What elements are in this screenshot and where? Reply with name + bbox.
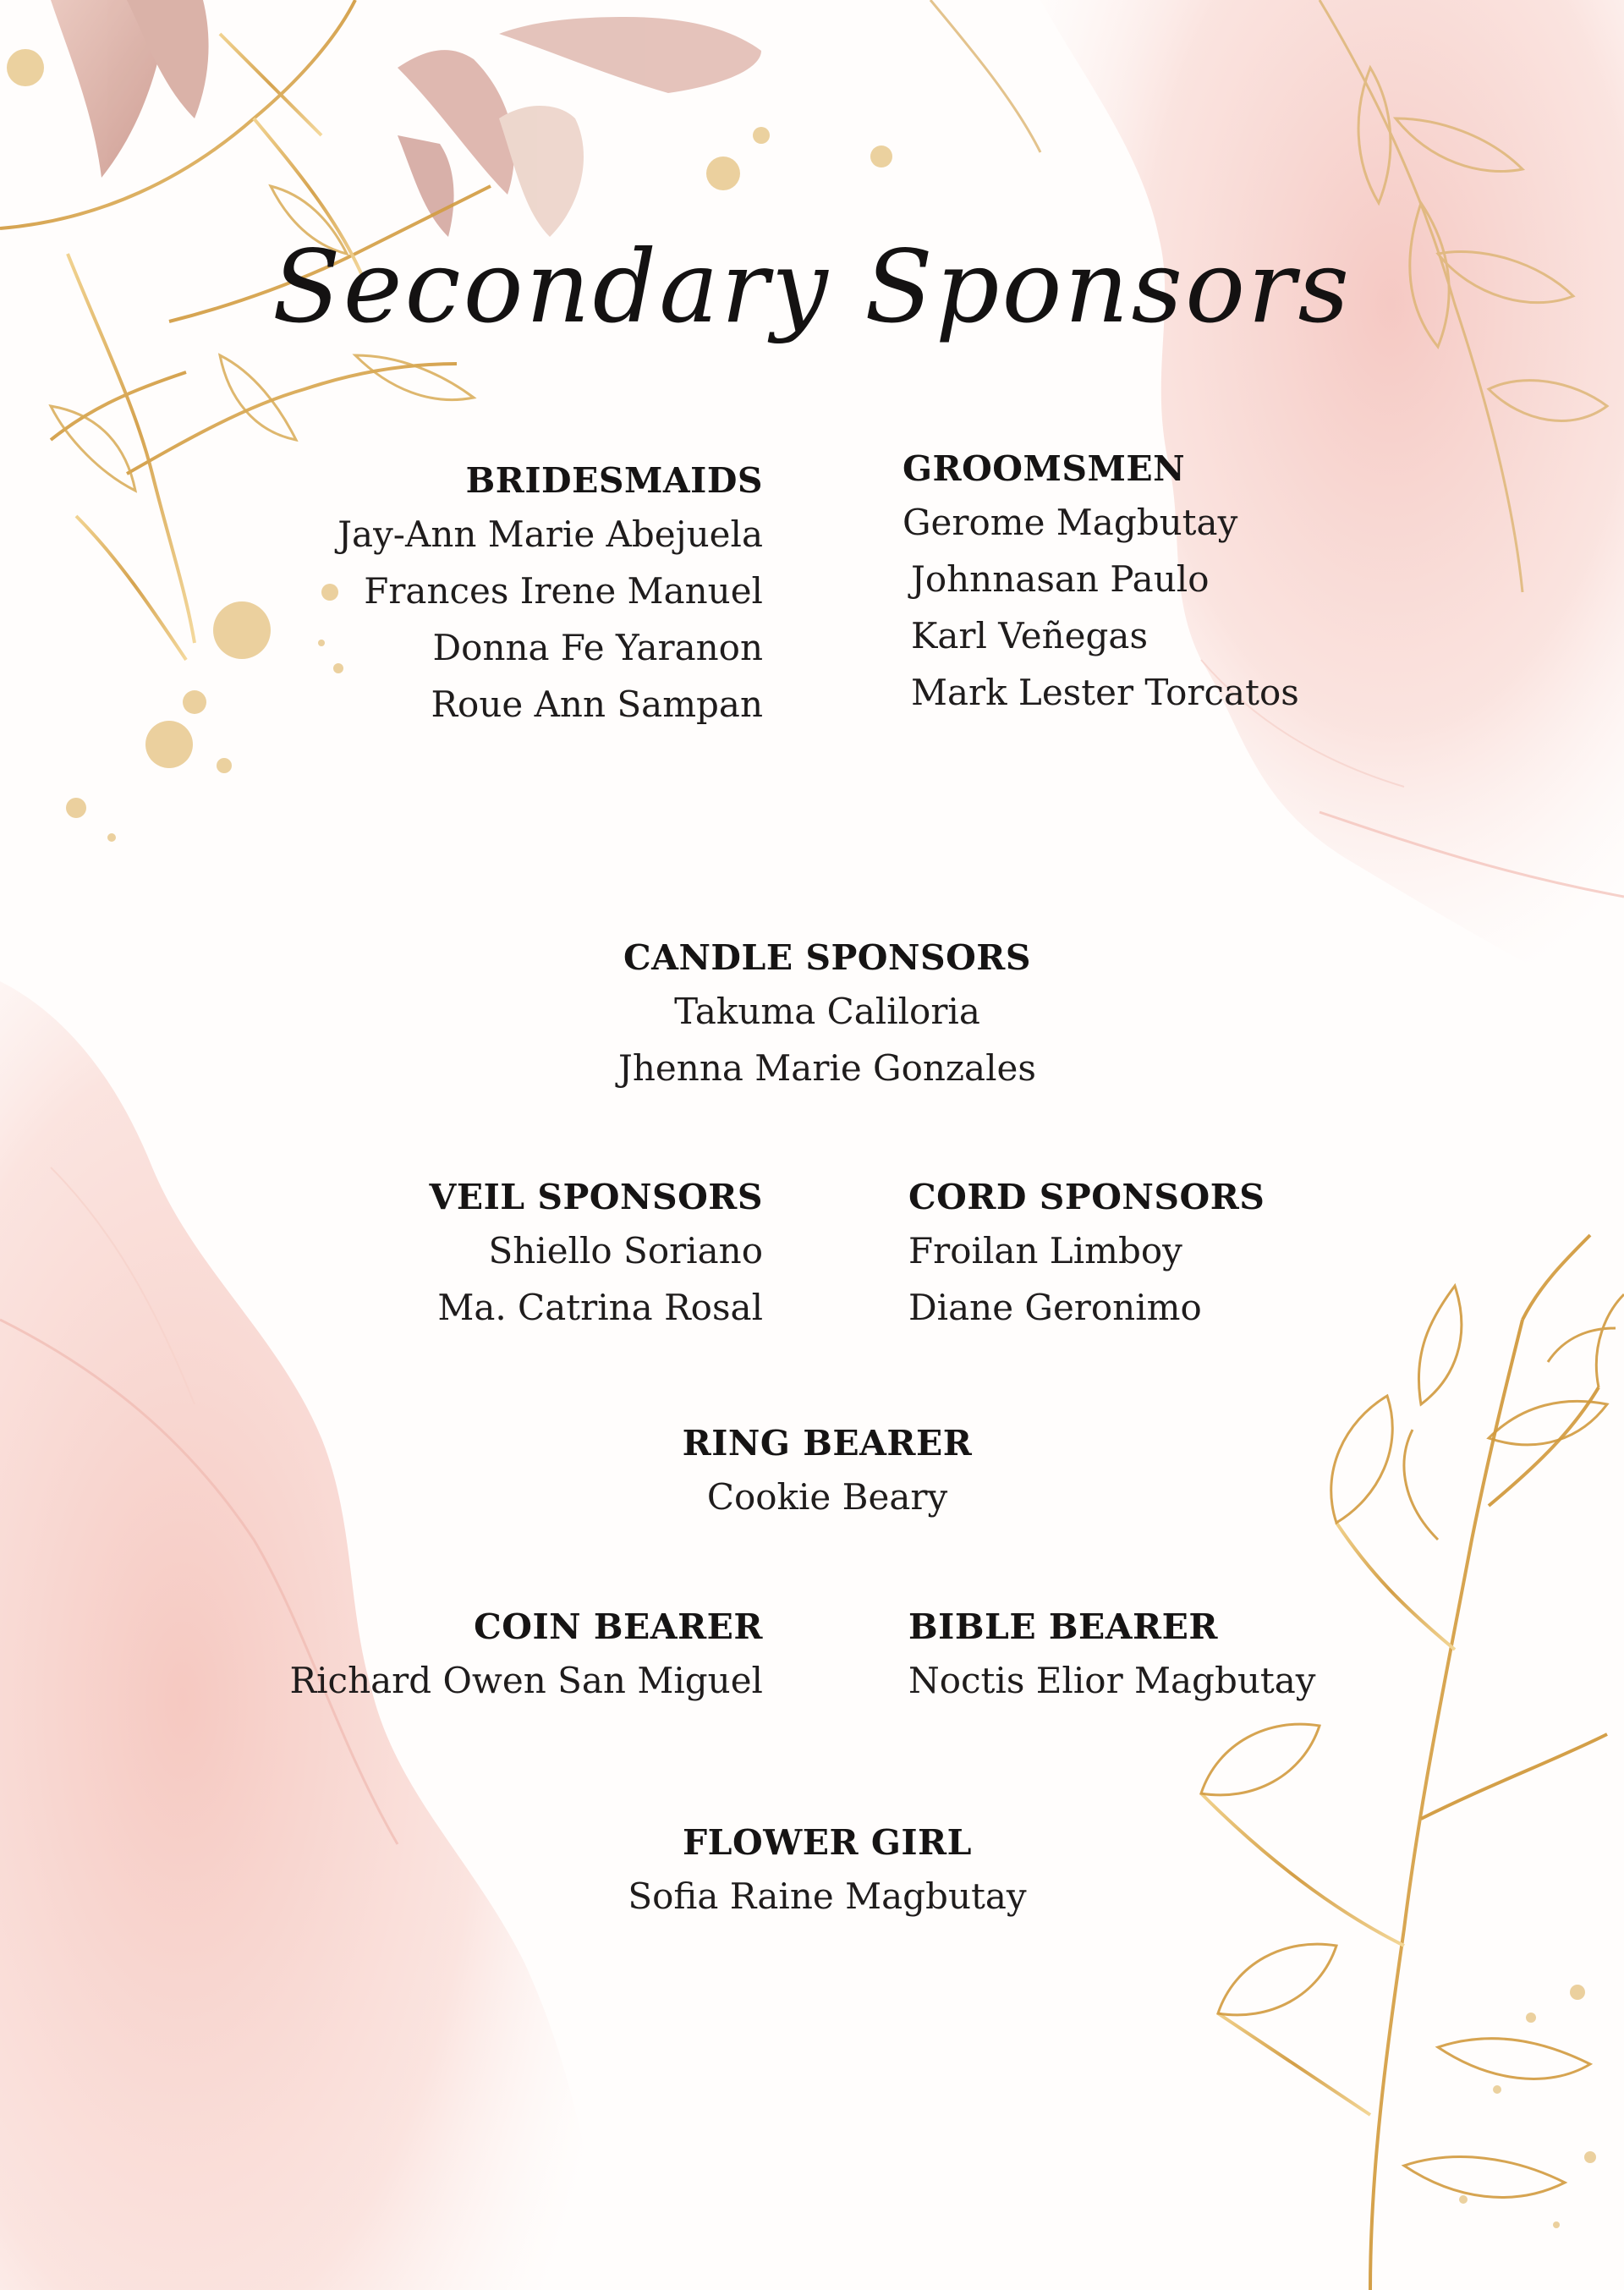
bridesmaid-name: Roue Ann Sampan [431, 684, 763, 725]
groomsmen-section [903, 443, 1410, 721]
groomsmen-heading: GROOMSMEN [903, 448, 1186, 489]
cord-sponsor-name: Diane Geronimo [908, 1287, 1202, 1328]
veil-sponsor-name: Ma. Catrina Rosal [437, 1287, 763, 1328]
groomsman-name: Karl Veñegas [911, 615, 1148, 656]
bridesmaids-section [254, 455, 763, 733]
coin-bearer-name: Richard Owen San Miguel [289, 1660, 763, 1701]
coin-bearer-section [254, 1601, 763, 1709]
groomsman-name: Johnnasan Paulo [911, 558, 1210, 600]
flower-girl-heading: FLOWER GIRL [683, 1822, 972, 1863]
candle-sponsors-section [474, 932, 1181, 1096]
groomsman-name: Mark Lester Torcatos [911, 672, 1299, 713]
coin-bearer-heading: COIN BEARER [474, 1606, 763, 1647]
candle-sponsor-name: Jhenna Marie Gonzales [618, 1047, 1036, 1089]
cord-sponsor-name: Froilan Limboy [908, 1230, 1182, 1271]
veil-sponsors-section [254, 1172, 763, 1336]
page-title: Secondary Sponsors [272, 228, 1352, 345]
bible-bearer-heading: BIBLE BEARER [908, 1606, 1218, 1647]
petals-top-left [51, 0, 761, 237]
bible-bearer-section [908, 1601, 1416, 1709]
veil-sponsor-name: Shiello Soriano [488, 1230, 763, 1271]
ring-bearer-section [474, 1418, 1181, 1525]
ring-bearer-name: Cookie Beary [706, 1476, 948, 1518]
bible-bearer-name: Noctis Elior Magbutay [908, 1660, 1316, 1701]
candle-sponsor-name: Takuma Caliloria [674, 991, 980, 1032]
groomsman-name: Gerome Magbutay [903, 502, 1238, 543]
veil-sponsors-heading: VEIL SPONSORS [429, 1177, 763, 1217]
cord-sponsors-heading: CORD SPONSORS [908, 1177, 1265, 1217]
flower-girl-name: Sofia Raine Magbutay [628, 1875, 1027, 1917]
bridesmaid-name: Frances Irene Manuel [364, 570, 763, 612]
ring-bearer-heading: RING BEARER [682, 1423, 973, 1464]
bridesmaid-name: Jay-Ann Marie Abejuela [337, 513, 763, 555]
gold-vines-bottom-right [1201, 1235, 1607, 2290]
bridesmaids-heading: BRIDESMAIDS [465, 460, 763, 501]
flower-girl-section [474, 1817, 1181, 1925]
bridesmaid-name: Donna Fe Yaranon [432, 627, 763, 668]
cord-sponsors-section [908, 1172, 1416, 1336]
candle-sponsors-heading: CANDLE SPONSORS [623, 937, 1031, 978]
